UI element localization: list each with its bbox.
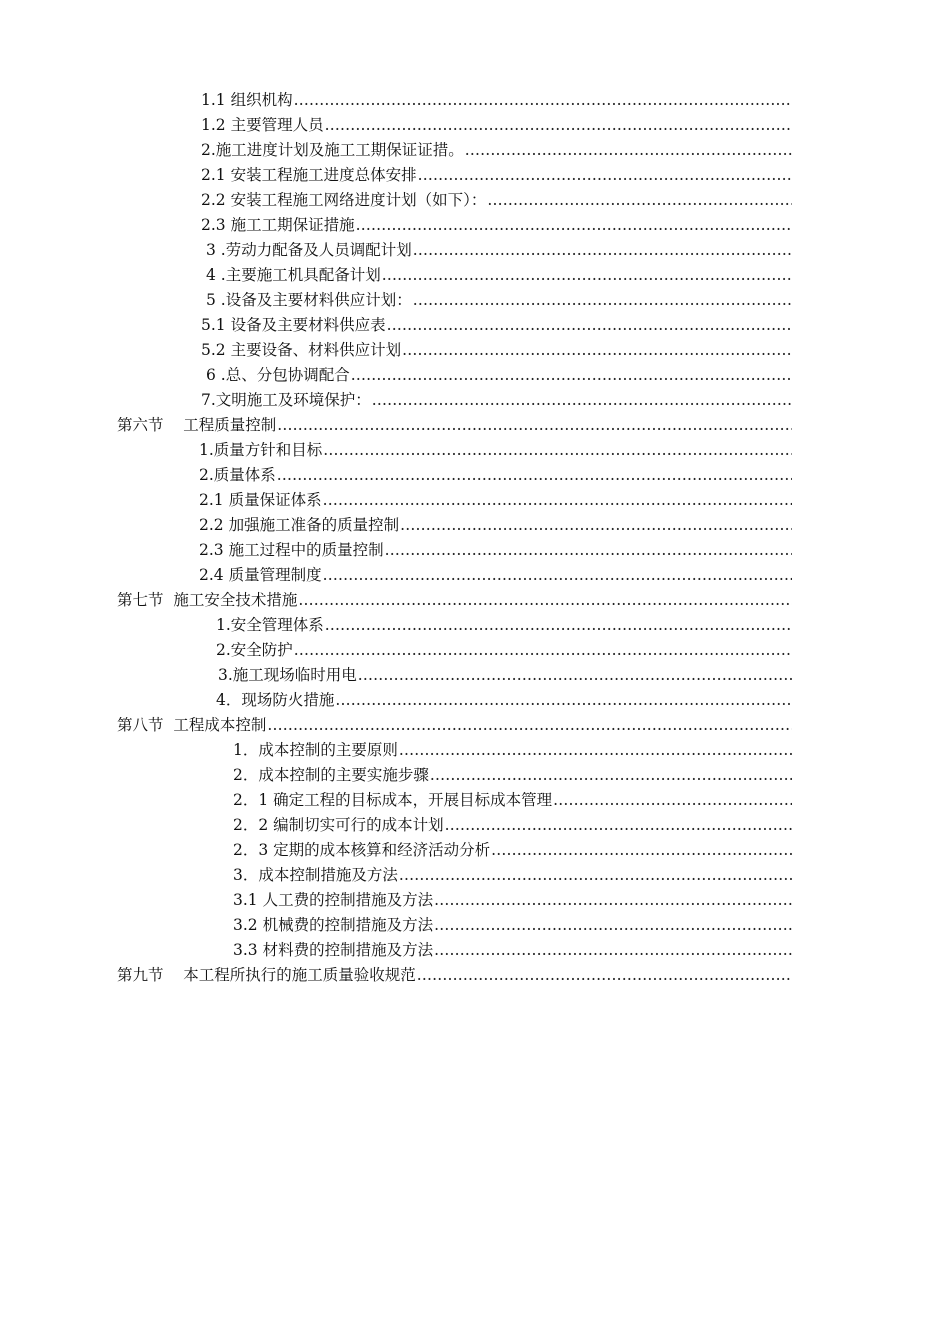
toc-entry-label: 4 .主要施工机具配备计划: [206, 266, 381, 284]
dot-leader: [277, 413, 792, 438]
toc-entry-label: 1．成本控制的主要原则: [233, 741, 398, 759]
toc-section-heading[interactable]: [0, 413, 950, 438]
toc-entry-label: 1.2 主要管理人员: [201, 116, 324, 134]
dot-leader: [323, 438, 792, 463]
toc-entry-label: 第六节 工程质量控制: [117, 416, 277, 434]
toc-entry[interactable]: [0, 513, 950, 538]
dot-leader: [294, 638, 792, 663]
toc-entry-label: 2.质量体系: [199, 466, 276, 484]
toc-entry[interactable]: [0, 538, 950, 563]
toc-entry-label: 7.文明施工及环境保护：: [201, 391, 371, 409]
dot-leader: [325, 113, 792, 138]
dot-leader: [445, 813, 792, 838]
toc-entry[interactable]: [0, 313, 950, 338]
toc-entry-label: 5.2 主要设备、材料供应计划: [201, 341, 402, 359]
toc-section-heading[interactable]: [0, 713, 950, 738]
toc-entry-label: 2.1 安装工程施工进度总体安排: [201, 166, 417, 184]
dot-leader: [434, 938, 792, 963]
toc-entry-label: 5.1 设备及主要材料供应表: [201, 316, 386, 334]
toc-entry-label: 3.3 材料费的控制措施及方法: [233, 941, 434, 959]
toc-entry-label: 2.3 施工过程中的质量控制: [199, 541, 384, 559]
dot-leader: [553, 788, 792, 813]
toc-entry[interactable]: [0, 463, 950, 488]
toc-entry-label: 3.施工现场临时用电: [218, 666, 357, 684]
dot-leader: [417, 963, 792, 988]
toc-entry-label: 2.安全防护: [216, 641, 293, 659]
toc-entry-label: 2.4 质量管理制度: [199, 566, 322, 584]
dot-leader: [277, 463, 792, 488]
toc-entry-label: 5 .设备及主要材料供应计划：: [206, 291, 412, 309]
dot-leader: [399, 738, 792, 763]
toc-entry-label: 第八节 工程成本控制: [117, 716, 267, 734]
toc-entry[interactable]: [0, 113, 950, 138]
toc-entry[interactable]: [0, 613, 950, 638]
toc-entry[interactable]: [0, 913, 950, 938]
dot-leader: [351, 363, 792, 388]
toc-entry[interactable]: [0, 338, 950, 363]
toc-entry-label: 3 .劳动力配备及人员调配计划: [206, 241, 412, 259]
toc-entry[interactable]: [0, 888, 950, 913]
toc-entry-label: 2.2 安装工程施工网络进度计划（如下）：: [201, 191, 487, 209]
dot-leader: [387, 313, 792, 338]
toc-entry[interactable]: [0, 663, 950, 688]
dot-leader: [358, 663, 792, 688]
dot-leader: [400, 513, 792, 538]
toc-entry-label: 第七节 施工安全技术措施: [117, 591, 298, 609]
toc-entry[interactable]: [0, 288, 950, 313]
dot-leader: [430, 763, 792, 788]
toc-entry-label: 6 .总、分包协调配合: [206, 366, 350, 384]
dot-leader: [323, 563, 792, 588]
toc-entry-label: 2．3 定期的成本核算和经济活动分析: [233, 841, 491, 859]
dot-leader: [434, 888, 792, 913]
dot-leader: [325, 613, 792, 638]
toc-entry[interactable]: [0, 838, 950, 863]
dot-leader: [382, 263, 792, 288]
dot-leader: [399, 863, 792, 888]
dot-leader: [267, 713, 792, 738]
toc-entry[interactable]: [0, 688, 950, 713]
toc-entry[interactable]: [0, 488, 950, 513]
dot-leader: [335, 688, 792, 713]
toc-entry-label: 3.2 机械费的控制措施及方法: [233, 916, 434, 934]
toc-entry-label: 2.施工进度计划及施工工期保证证措。: [201, 141, 464, 159]
toc-entry[interactable]: [0, 938, 950, 963]
toc-entry[interactable]: [0, 88, 950, 113]
toc-entry-label: 第九节 本工程所执行的施工质量验收规范: [117, 966, 416, 984]
toc-entry[interactable]: [0, 738, 950, 763]
toc-entry[interactable]: [0, 638, 950, 663]
toc-entry-label: 2.3 施工工期保证措施: [201, 216, 355, 234]
toc-entry-label: 3.1 人工费的控制措施及方法: [233, 891, 434, 909]
dot-leader: [487, 188, 792, 213]
dot-leader: [372, 388, 792, 413]
toc-entry-label: 2.2 加强施工准备的质量控制: [199, 516, 400, 534]
dot-leader: [298, 588, 792, 613]
dot-leader: [356, 213, 792, 238]
toc-entry[interactable]: [0, 213, 950, 238]
toc-entry[interactable]: [0, 188, 950, 213]
toc-entry-label: 2．成本控制的主要实施步骤: [233, 766, 429, 784]
toc-entry[interactable]: [0, 138, 950, 163]
toc-entry[interactable]: [0, 563, 950, 588]
toc-entry-label: 2．2 编制切实可行的成本计划: [233, 816, 444, 834]
toc-entry[interactable]: [0, 263, 950, 288]
toc-entry-label: 3．成本控制措施及方法: [233, 866, 398, 884]
toc-entry[interactable]: [0, 863, 950, 888]
toc-entry-label: 4．现场防火措施: [216, 691, 335, 709]
toc-entry-label: 2.1 质量保证体系: [199, 491, 322, 509]
toc-entry[interactable]: [0, 813, 950, 838]
toc-entry-label: 1.1 组织机构: [201, 91, 293, 109]
dot-leader: [385, 538, 792, 563]
toc-entry[interactable]: [0, 363, 950, 388]
dot-leader: [402, 338, 792, 363]
dot-leader: [465, 138, 792, 163]
dot-leader: [294, 88, 792, 113]
toc-section-heading[interactable]: [0, 588, 950, 613]
dot-leader: [413, 238, 792, 263]
toc-entry[interactable]: [0, 438, 950, 463]
toc-entry[interactable]: [0, 763, 950, 788]
toc-section-heading[interactable]: [0, 963, 950, 988]
dot-leader: [434, 913, 792, 938]
dot-leader: [418, 163, 792, 188]
toc-entry-label: 1.安全管理体系: [216, 616, 324, 634]
toc-entry[interactable]: [0, 163, 950, 188]
toc-entry-label: 1.质量方针和目标: [199, 441, 323, 459]
dot-leader: [491, 838, 792, 863]
toc-entry[interactable]: [0, 788, 950, 813]
toc-entry-label: 2．1 确定工程的目标成本，开展目标成本管理: [233, 791, 553, 809]
dot-leader: [413, 288, 792, 313]
toc-entry[interactable]: [0, 238, 950, 263]
toc-entry[interactable]: [0, 388, 950, 413]
dot-leader: [323, 488, 792, 513]
